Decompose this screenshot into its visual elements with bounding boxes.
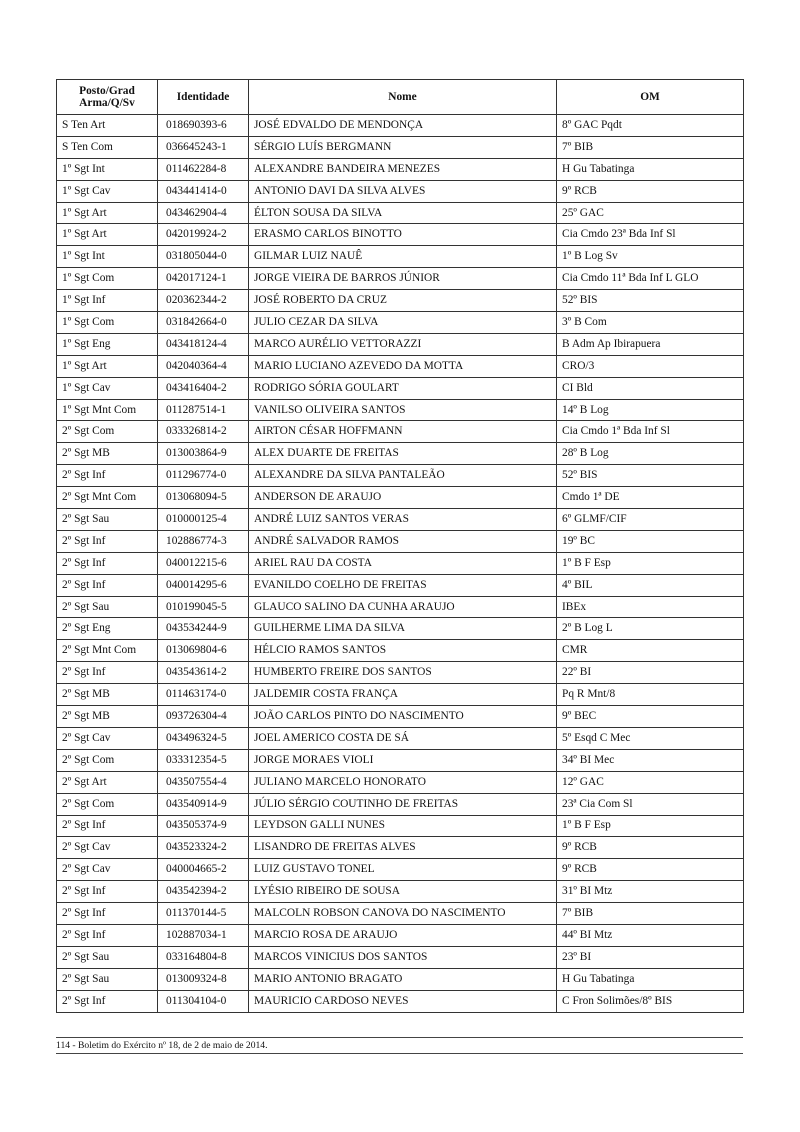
cell-name: MAURICIO CARDOSO NEVES xyxy=(249,990,557,1012)
cell-unit: 31º BI Mtz xyxy=(557,881,744,903)
cell-name: JÚLIO SÉRGIO COUTINHO DE FREITAS xyxy=(249,793,557,815)
table-row xyxy=(57,180,744,202)
cell-name: ANDERSON DE ARAUJO xyxy=(249,487,557,509)
cell-rank: 2º Sgt Inf xyxy=(57,903,158,925)
personnel-table xyxy=(56,79,744,1013)
cell-unit: 9º RCB xyxy=(557,180,744,202)
table-row xyxy=(57,815,744,837)
cell-rank: 2º Sgt Inf xyxy=(57,881,158,903)
table-row xyxy=(57,968,744,990)
cell-identity: 031805044-0 xyxy=(158,246,249,268)
table-row xyxy=(57,837,744,859)
cell-rank: 1º Sgt Int xyxy=(57,246,158,268)
cell-rank: 2º Sgt Sau xyxy=(57,946,158,968)
cell-name: GUILHERME LIMA DA SILVA xyxy=(249,618,557,640)
cell-rank: 2º Sgt Cav xyxy=(57,837,158,859)
cell-name: MARCIO ROSA DE ARAUJO xyxy=(249,924,557,946)
table-row xyxy=(57,662,744,684)
table-row xyxy=(57,136,744,158)
cell-identity: 033326814-2 xyxy=(158,421,249,443)
cell-rank: 2º Sgt MB xyxy=(57,706,158,728)
cell-identity: 033312354-5 xyxy=(158,749,249,771)
cell-identity: 033164804-8 xyxy=(158,946,249,968)
table-row xyxy=(57,290,744,312)
cell-name: JORGE VIEIRA DE BARROS JÚNIOR xyxy=(249,268,557,290)
table-row xyxy=(57,684,744,706)
cell-identity: 043507554-4 xyxy=(158,771,249,793)
cell-name: JULIO CEZAR DA SILVA xyxy=(249,312,557,334)
cell-identity: 011296774-0 xyxy=(158,465,249,487)
cell-rank: 1º Sgt Inf xyxy=(57,290,158,312)
cell-identity: 042017124-1 xyxy=(158,268,249,290)
cell-name: ANTONIO DAVI DA SILVA ALVES xyxy=(249,180,557,202)
cell-unit: 7º BIB xyxy=(557,903,744,925)
cell-unit: 44º BI Mtz xyxy=(557,924,744,946)
cell-identity: 102886774-3 xyxy=(158,530,249,552)
cell-identity: 043543614-2 xyxy=(158,662,249,684)
cell-unit: 23ª Cia Com Sl xyxy=(557,793,744,815)
cell-rank: S Ten Art xyxy=(57,115,158,137)
table-body xyxy=(57,115,744,1013)
cell-unit: 5º Esqd C Mec xyxy=(557,727,744,749)
cell-identity: 011304104-0 xyxy=(158,990,249,1012)
cell-name: HUMBERTO FREIRE DOS SANTOS xyxy=(249,662,557,684)
table-row xyxy=(57,530,744,552)
table-row xyxy=(57,727,744,749)
cell-identity: 013069804-6 xyxy=(158,640,249,662)
cell-unit: 7º BIB xyxy=(557,136,744,158)
cell-unit: CRO/3 xyxy=(557,355,744,377)
cell-unit: 9º BEC xyxy=(557,706,744,728)
cell-name: JOSÉ EDVALDO DE MENDONÇA xyxy=(249,115,557,137)
cell-unit: B Adm Ap Ibirapuera xyxy=(557,333,744,355)
cell-name: MARIO LUCIANO AZEVEDO DA MOTTA xyxy=(249,355,557,377)
cell-identity: 040014295-6 xyxy=(158,574,249,596)
cell-name: AIRTON CÉSAR HOFFMANN xyxy=(249,421,557,443)
page-footer xyxy=(56,1037,743,1054)
cell-identity: 011287514-1 xyxy=(158,399,249,421)
table-row xyxy=(57,924,744,946)
cell-unit: 3º B Com xyxy=(557,312,744,334)
table-row xyxy=(57,246,744,268)
cell-name: MALCOLN ROBSON CANOVA DO NASCIMENTO xyxy=(249,903,557,925)
cell-identity: 011462284-8 xyxy=(158,158,249,180)
table-row xyxy=(57,946,744,968)
table-row xyxy=(57,268,744,290)
cell-name: JOÃO CARLOS PINTO DO NASCIMENTO xyxy=(249,706,557,728)
footer-text: 114 - Boletim do Exército nº 18, de 2 de maio de 2014. xyxy=(56,1040,268,1051)
cell-identity: 043441414-0 xyxy=(158,180,249,202)
cell-rank: 2º Sgt Cav xyxy=(57,727,158,749)
cell-name: RODRIGO SÓRIA GOULART xyxy=(249,377,557,399)
cell-unit: 9º RCB xyxy=(557,859,744,881)
cell-identity: 042040364-4 xyxy=(158,355,249,377)
cell-unit: 1º B F Esp xyxy=(557,552,744,574)
cell-unit: 1º B Log Sv xyxy=(557,246,744,268)
cell-rank: 2º Sgt MB xyxy=(57,443,158,465)
cell-unit: 28º B Log xyxy=(557,443,744,465)
cell-name: JALDEMIR COSTA FRANÇA xyxy=(249,684,557,706)
cell-rank: 1º Sgt Art xyxy=(57,202,158,224)
cell-identity: 010199045-5 xyxy=(158,596,249,618)
table-row xyxy=(57,399,744,421)
table-row xyxy=(57,312,744,334)
cell-rank: 1º Sgt Int xyxy=(57,158,158,180)
cell-name: ALEXANDRE DA SILVA PANTALEÃO xyxy=(249,465,557,487)
table-row xyxy=(57,421,744,443)
header-unit: OM xyxy=(557,80,744,115)
cell-rank: 2º Sgt Mnt Com xyxy=(57,487,158,509)
table-row xyxy=(57,640,744,662)
table-header-row xyxy=(57,80,744,115)
cell-rank: S Ten Com xyxy=(57,136,158,158)
cell-identity: 043418124-4 xyxy=(158,333,249,355)
cell-identity: 043534244-9 xyxy=(158,618,249,640)
cell-identity: 011463174-0 xyxy=(158,684,249,706)
cell-unit: 2º B Log L xyxy=(557,618,744,640)
cell-name: JULIANO MARCELO HONORATO xyxy=(249,771,557,793)
cell-rank: 2º Sgt Art xyxy=(57,771,158,793)
cell-rank: 2º Sgt Com xyxy=(57,749,158,771)
cell-identity: 013009324-8 xyxy=(158,968,249,990)
cell-unit: 52º BIS xyxy=(557,465,744,487)
cell-name: ERASMO CARLOS BINOTTO xyxy=(249,224,557,246)
table-row xyxy=(57,355,744,377)
table-row xyxy=(57,859,744,881)
cell-identity: 042019924-2 xyxy=(158,224,249,246)
cell-unit: Cia Cmdo 23ª Bda Inf Sl xyxy=(557,224,744,246)
cell-rank: 1º Sgt Art xyxy=(57,224,158,246)
cell-unit: 8º GAC Pqdt xyxy=(557,115,744,137)
table-row xyxy=(57,771,744,793)
cell-rank: 2º Sgt Inf xyxy=(57,465,158,487)
cell-name: ALEX DUARTE DE FREITAS xyxy=(249,443,557,465)
cell-rank: 2º Sgt Sau xyxy=(57,509,158,531)
cell-unit: IBEx xyxy=(557,596,744,618)
table-row xyxy=(57,706,744,728)
cell-unit: C Fron Solimões/8º BIS xyxy=(557,990,744,1012)
cell-rank: 1º Sgt Mnt Com xyxy=(57,399,158,421)
table-row xyxy=(57,552,744,574)
table-row xyxy=(57,618,744,640)
cell-name: GILMAR LUIZ NAUÊ xyxy=(249,246,557,268)
cell-identity: 043523324-2 xyxy=(158,837,249,859)
cell-rank: 2º Sgt Com xyxy=(57,421,158,443)
table-row xyxy=(57,443,744,465)
cell-identity: 043496324-5 xyxy=(158,727,249,749)
cell-unit: 1º B F Esp xyxy=(557,815,744,837)
cell-name: LYÉSIO RIBEIRO DE SOUSA xyxy=(249,881,557,903)
cell-identity: 010000125-4 xyxy=(158,509,249,531)
table-row xyxy=(57,749,744,771)
cell-rank: 2º Sgt Cav xyxy=(57,859,158,881)
cell-unit: H Gu Tabatinga xyxy=(557,158,744,180)
table-row xyxy=(57,465,744,487)
cell-identity: 043462904-4 xyxy=(158,202,249,224)
cell-name: ÉLTON SOUSA DA SILVA xyxy=(249,202,557,224)
cell-unit: H Gu Tabatinga xyxy=(557,968,744,990)
cell-name: LISANDRO DE FREITAS ALVES xyxy=(249,837,557,859)
table-row xyxy=(57,224,744,246)
cell-name: ANDRÉ SALVADOR RAMOS xyxy=(249,530,557,552)
cell-rank: 2º Sgt Inf xyxy=(57,552,158,574)
cell-identity: 031842664-0 xyxy=(158,312,249,334)
cell-unit: 9º RCB xyxy=(557,837,744,859)
cell-name: SÉRGIO LUÍS BERGMANN xyxy=(249,136,557,158)
cell-unit: Cia Cmdo 11ª Bda Inf L GLO xyxy=(557,268,744,290)
cell-name: JORGE MORAES VIOLI xyxy=(249,749,557,771)
cell-rank: 1º Sgt Art xyxy=(57,355,158,377)
cell-rank: 2º Sgt Inf xyxy=(57,574,158,596)
cell-unit: 14º B Log xyxy=(557,399,744,421)
cell-name: GLAUCO SALINO DA CUNHA ARAUJO xyxy=(249,596,557,618)
table-row xyxy=(57,574,744,596)
cell-name: JOEL AMERICO COSTA DE SÁ xyxy=(249,727,557,749)
cell-rank: 1º Sgt Cav xyxy=(57,180,158,202)
cell-identity: 011370144-5 xyxy=(158,903,249,925)
cell-unit: 12º GAC xyxy=(557,771,744,793)
cell-name: EVANILDO COELHO DE FREITAS xyxy=(249,574,557,596)
cell-rank: 2º Sgt Inf xyxy=(57,990,158,1012)
cell-rank: 2º Sgt Eng xyxy=(57,618,158,640)
cell-identity: 020362344-2 xyxy=(158,290,249,312)
cell-name: ANDRÉ LUIZ SANTOS VERAS xyxy=(249,509,557,531)
cell-identity: 036645243-1 xyxy=(158,136,249,158)
cell-identity: 013003864-9 xyxy=(158,443,249,465)
table-row xyxy=(57,903,744,925)
cell-rank: 1º Sgt Com xyxy=(57,312,158,334)
cell-rank: 2º Sgt Sau xyxy=(57,596,158,618)
table-row xyxy=(57,793,744,815)
cell-unit: Cia Cmdo 1ª Bda Inf Sl xyxy=(557,421,744,443)
table-row xyxy=(57,487,744,509)
cell-identity: 040004665-2 xyxy=(158,859,249,881)
table-row xyxy=(57,596,744,618)
cell-rank: 2º Sgt Inf xyxy=(57,924,158,946)
cell-name: LUIZ GUSTAVO TONEL xyxy=(249,859,557,881)
cell-name: ARIEL RAU DA COSTA xyxy=(249,552,557,574)
cell-name: ALEXANDRE BANDEIRA MENEZES xyxy=(249,158,557,180)
cell-rank: 2º Sgt Inf xyxy=(57,662,158,684)
cell-rank: 1º Sgt Cav xyxy=(57,377,158,399)
cell-rank: 2º Sgt MB xyxy=(57,684,158,706)
cell-identity: 093726304-4 xyxy=(158,706,249,728)
table-row xyxy=(57,377,744,399)
cell-name: MARIO ANTONIO BRAGATO xyxy=(249,968,557,990)
table-row xyxy=(57,990,744,1012)
cell-identity: 043540914-9 xyxy=(158,793,249,815)
cell-rank: 1º Sgt Com xyxy=(57,268,158,290)
cell-unit: Cmdo 1ª DE xyxy=(557,487,744,509)
cell-identity: 018690393-6 xyxy=(158,115,249,137)
cell-name: VANILSO OLIVEIRA SANTOS xyxy=(249,399,557,421)
cell-rank: 2º Sgt Sau xyxy=(57,968,158,990)
table-row xyxy=(57,509,744,531)
cell-unit: 22º BI xyxy=(557,662,744,684)
header-rank: Posto/Grad Arma/Q/Sv xyxy=(57,80,158,115)
cell-identity: 043542394-2 xyxy=(158,881,249,903)
cell-identity: 040012215-6 xyxy=(158,552,249,574)
cell-name: HÉLCIO RAMOS SANTOS xyxy=(249,640,557,662)
header-name: Nome xyxy=(249,80,557,115)
cell-identity: 043505374-9 xyxy=(158,815,249,837)
cell-unit: 34º BI Mec xyxy=(557,749,744,771)
table-row xyxy=(57,158,744,180)
cell-identity: 013068094-5 xyxy=(158,487,249,509)
table-row xyxy=(57,881,744,903)
cell-identity: 043416404-2 xyxy=(158,377,249,399)
cell-rank: 2º Sgt Com xyxy=(57,793,158,815)
cell-rank: 2º Sgt Inf xyxy=(57,815,158,837)
cell-unit: 52º BIS xyxy=(557,290,744,312)
table-row xyxy=(57,333,744,355)
table-row xyxy=(57,202,744,224)
cell-unit: CMR xyxy=(557,640,744,662)
table-row xyxy=(57,115,744,137)
cell-unit: 4º BIL xyxy=(557,574,744,596)
cell-name: MARCOS VINICIUS DOS SANTOS xyxy=(249,946,557,968)
cell-identity: 102887034-1 xyxy=(158,924,249,946)
cell-unit: 6º GLMF/CIF xyxy=(557,509,744,531)
cell-name: JOSÉ ROBERTO DA CRUZ xyxy=(249,290,557,312)
cell-name: LEYDSON GALLI NUNES xyxy=(249,815,557,837)
cell-unit: 25º GAC xyxy=(557,202,744,224)
cell-rank: 2º Sgt Inf xyxy=(57,530,158,552)
cell-unit: 23º BI xyxy=(557,946,744,968)
cell-rank: 1º Sgt Eng xyxy=(57,333,158,355)
cell-rank: 2º Sgt Mnt Com xyxy=(57,640,158,662)
cell-name: MARCO AURÉLIO VETTORAZZI xyxy=(249,333,557,355)
cell-unit: Pq R Mnt/8 xyxy=(557,684,744,706)
cell-unit: CI Bld xyxy=(557,377,744,399)
cell-unit: 19º BC xyxy=(557,530,744,552)
header-identity: Identidade xyxy=(158,80,249,115)
